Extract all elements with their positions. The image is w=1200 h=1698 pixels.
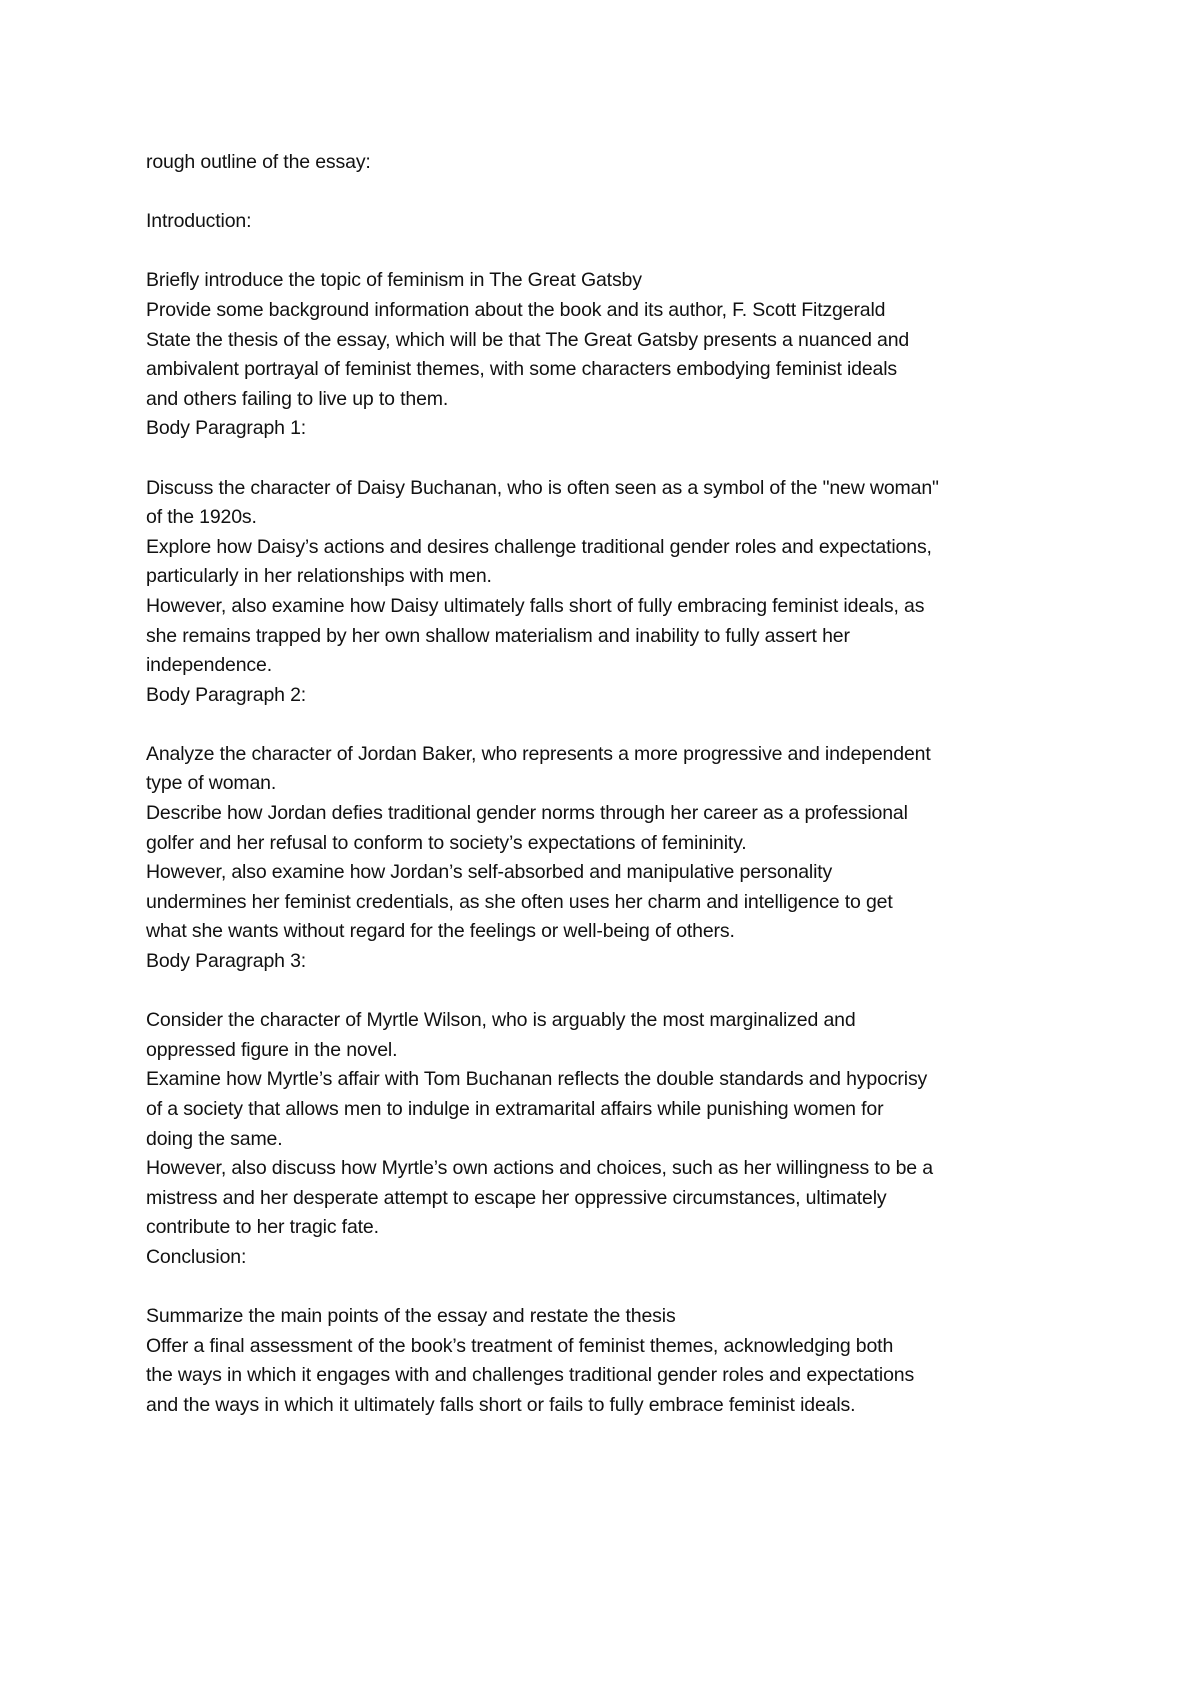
text-line: Summarize the main points of the essay and restate the thesis [146,1305,676,1328]
text-line: Analyze the character of Jordan Baker, who represents a more progressive and independent [146,742,931,765]
text-line: Provide some background information about the book and its author, F. Scott Fitzgerald [146,298,886,321]
text-line: Examine how Myrtle’s affair with Tom Buchanan reflects the double standards and hypocrisy [146,1068,928,1091]
text-line: golfer and her refusal to conform to society’s expectations of femininity. [146,831,747,854]
text-line: contribute to her tragic fate. [146,1216,379,1239]
text-line: However, also examine how Jordan’s self-absorbed and manipulative personality [146,861,833,884]
text-line: Explore how Daisy’s actions and desires challenge traditional gender roles and expectations, [146,535,932,558]
text-line: she remains trapped by her own shallow materialism and inability to fully assert her [146,624,850,647]
text-line: Describe how Jordan defies traditional gender norms through her career as a professional [146,802,908,825]
text-line: what she wants without regard for the feelings or well-being of others. [146,920,735,943]
blank-line [146,237,1086,267]
text-line: particularly in her relationships with men. [146,565,492,588]
section-title-introduction: Introduction: [146,210,252,233]
blank-line [146,710,1086,740]
text-line: Consider the character of Myrtle Wilson, who is arguably the most marginalized and [146,1009,856,1032]
text-line: Briefly introduce the topic of feminism in The Great Gatsby [146,269,642,292]
document-heading: rough outline of the essay: [146,151,371,173]
blank-line [146,444,1086,474]
text-line: of the 1920s. [146,506,257,529]
blank-line [146,1273,1086,1303]
text-line: independence. [146,654,272,677]
section-title-body-paragraph-3: Body Paragraph 3: [146,950,307,973]
text-line: and the ways in which it ultimately falls short or fails to fully embrace feminist ideals. [146,1393,856,1416]
text-line: However, also discuss how Myrtle’s own actions and choices, such as her willingness to be a [146,1157,933,1180]
text-line: Offer a final assessment of the book’s treatment of feminist themes, acknowledging both [146,1334,894,1357]
text-line: type of woman. [146,772,277,795]
document-body [146,148,1086,1421]
text-line: undermines her feminist credentials, as she often uses her charm and intelligence to get [146,890,893,913]
text-line: of a society that allows men to indulge in extramarital affairs while punishing women for [146,1098,884,1120]
section-title-conclusion: Conclusion: [146,1245,247,1268]
section-title-body-paragraph-1: Body Paragraph 1: [146,417,307,440]
blank-line [146,178,1086,208]
text-line: and others failing to live up to them. [146,387,449,410]
text-line: Discuss the character of Daisy Buchanan, who is often seen as a symbol of the "new woman" [146,476,939,499]
text-line: However, also examine how Daisy ultimately falls short of fully embracing feminist ideals, as [146,594,925,617]
text-line: doing the same. [146,1127,283,1150]
section-title-body-paragraph-2: Body Paragraph 2: [146,683,307,706]
text-line: ambivalent portrayal of feminist themes, with some characters embodying feminist ideals [146,358,898,381]
text-line: mistress and her desperate attempt to escape her oppressive circumstances, ultimately [146,1186,887,1209]
text-line: oppressed figure in the novel. [146,1038,398,1061]
text-line: State the thesis of the essay, which will be that The Great Gatsby presents a nuanced and [146,328,910,351]
text-line: the ways in which it engages with and challenges traditional gender roles and expectations [146,1364,915,1387]
blank-line [146,977,1086,1007]
